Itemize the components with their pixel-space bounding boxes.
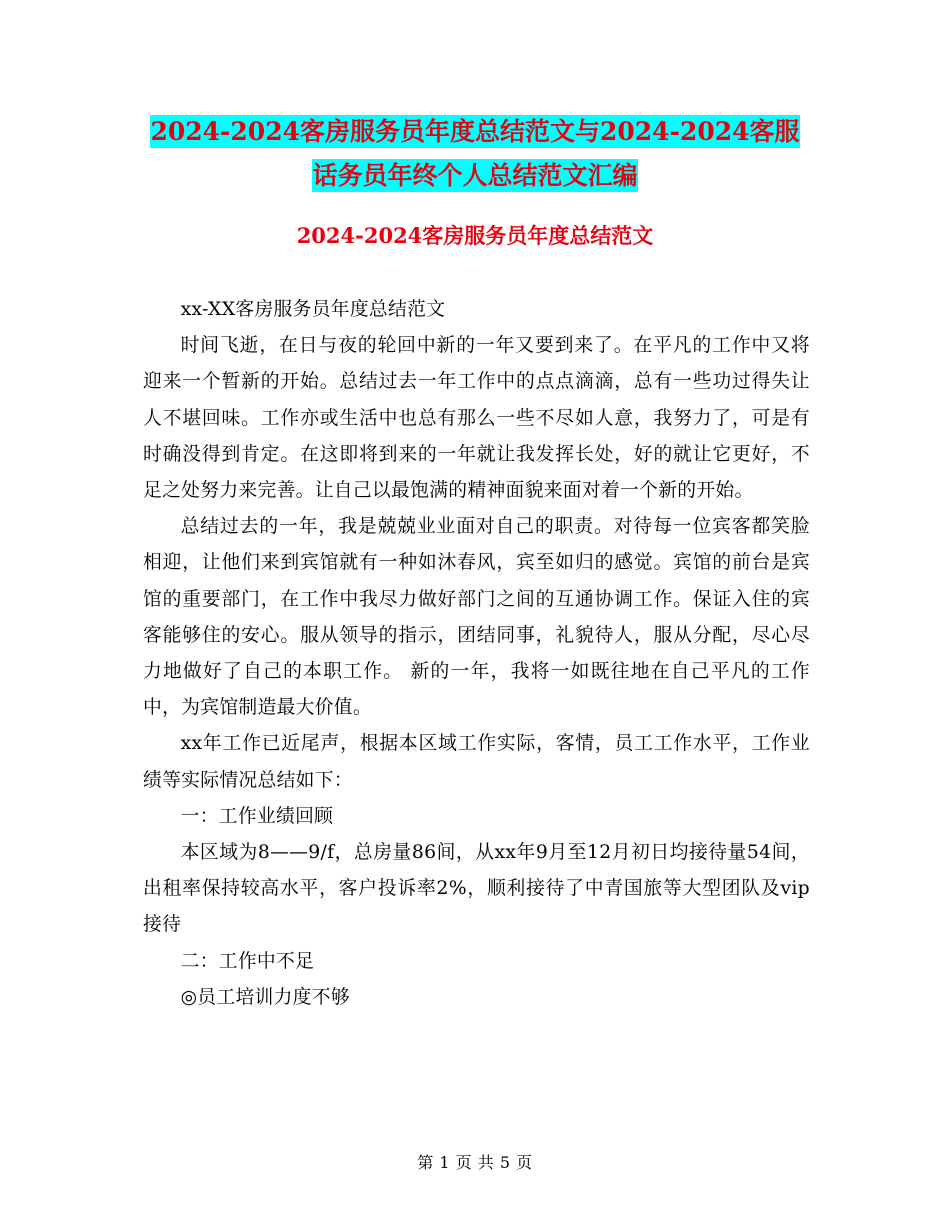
paragraph: ◎员工培训力度不够 — [180, 986, 350, 1008]
document-body — [143, 292, 810, 1016]
paragraph: 总结过去的一年，我是兢兢业业面对自己的职责。对待每一位宾客都笑脸相迎，让他们来到宾馆就有一种如沐春风，宾至如归的感觉。宾馆的前台是宾馆的重要部门，在工作中我尽力做好部门之间的互通协调工作。保证入住的宾客能够住的安心。服从领导的指示，团结同事，礼貌待人，服从分配，尽心尽力地做好了自己的本职工作。 新的一年，我将一如既往地在自己平凡的工作中，为宾馆制造最大价值。 — [143, 516, 810, 719]
document-title-line-1: 2024-2024客房服务员年度总结范文与2024-2024客服 — [150, 117, 800, 146]
paragraph: xx年工作已近尾声，根据本区域工作实际，客情，员工工作水平，工作业绩等实际情况总结如下： — [143, 733, 810, 791]
paragraph: 一：工作业绩回顾 — [180, 805, 334, 827]
paragraph: 二：工作中不足 — [180, 950, 315, 972]
document-title-line-2: 话务员年终个人总结范文汇编 — [312, 161, 638, 190]
paragraph: 时间飞逝，在日与夜的轮回中新的一年又要到来了。在平凡的工作中又将迎来一个暂新的开始。总结过去一年工作中的点点滴滴，总有一些功过得失让人不堪回味。工作亦或生活中也总有那么一些不尽如人意，我努力了，可是有时确没得到肯定。在这即将到来的一年就让我发挥长处，好的就让它更好，不足之处努力来完善。让自己以最饱满的精神面貌来面对着一个新的开始。 — [143, 335, 810, 502]
section-title: 2024-2024客房服务员年度总结范文 — [296, 223, 654, 248]
page-footer: 第 1 页 共 5 页 — [417, 1153, 533, 1172]
paragraph: 本区域为8——9/f，总房量86间，从xx年9月至12月初日均接待量54间，出租率保持较高水平，客户投诉率2%，顺利接待了中青国旅等大型团队及vip接待 — [143, 842, 810, 936]
paragraph-heading: xx-XX客房服务员年度总结范文 — [180, 299, 446, 320]
